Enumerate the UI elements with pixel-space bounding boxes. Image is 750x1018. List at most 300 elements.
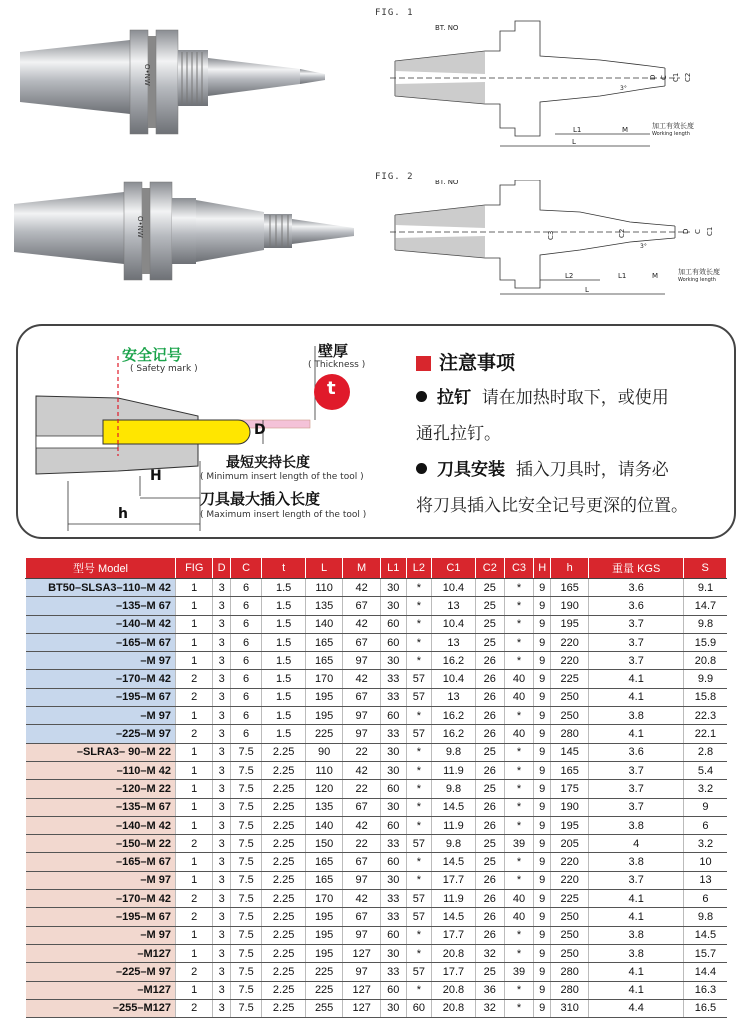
table-cell: 9 (534, 743, 551, 761)
table-cell: 57 (406, 725, 432, 743)
table-cell: 1 (176, 743, 213, 761)
table-cell: * (406, 743, 432, 761)
model-cell: –135–M 67 (26, 798, 176, 816)
table-cell: 26 (475, 871, 504, 889)
table-cell: 1.5 (262, 725, 305, 743)
table-cell: 135 (305, 798, 343, 816)
table-row (26, 816, 727, 834)
table-cell: 60 (380, 981, 406, 999)
table-cell: * (504, 761, 533, 779)
table-cell: 1.5 (262, 688, 305, 706)
table-cell: 3 (213, 963, 230, 981)
table-cell: 7.5 (230, 871, 262, 889)
table-cell: * (504, 853, 533, 871)
table-cell: 220 (551, 871, 589, 889)
table-cell: 7.5 (230, 908, 262, 926)
table-cell: 9 (534, 816, 551, 834)
table-cell: 67 (343, 633, 381, 651)
table-row (26, 633, 727, 651)
table-cell: 225 (305, 725, 343, 743)
table-cell: 165 (305, 871, 343, 889)
table-cell: * (504, 780, 533, 798)
table-cell: 4.1 (588, 670, 684, 688)
table-cell: 90 (305, 743, 343, 761)
table-cell: 7.5 (230, 798, 262, 816)
table-cell: 9 (534, 908, 551, 926)
table-cell: 20.8 (432, 999, 475, 1017)
table-cell: 1.5 (262, 597, 305, 615)
table-cell: 9 (534, 798, 551, 816)
table-cell: 57 (406, 963, 432, 981)
table-cell: 97 (343, 652, 381, 670)
thickness-en: ( Thickness ) (308, 360, 366, 370)
table-row (26, 670, 727, 688)
table-cell: 1 (176, 871, 213, 889)
table-cell: 3.8 (588, 944, 684, 962)
model-cell: BT50–SLSA3–110–M 42 (26, 579, 176, 597)
table-cell: * (406, 816, 432, 834)
table-cell: 9 (534, 780, 551, 798)
table-cell: 9 (534, 615, 551, 633)
table-cell: 195 (305, 944, 343, 962)
table-row (26, 652, 727, 670)
model-cell: –150–M 22 (26, 835, 176, 853)
product-mark-2: O•NW (136, 216, 144, 238)
table-cell: 22.1 (684, 725, 727, 743)
table-cell: 57 (406, 890, 432, 908)
table-cell: 1 (176, 579, 213, 597)
table-cell: 165 (305, 633, 343, 651)
table-cell: 67 (343, 798, 381, 816)
table-cell: 7.5 (230, 963, 262, 981)
table-cell: 17.7 (432, 926, 475, 944)
table-cell: 97 (343, 963, 381, 981)
table-cell: 22 (343, 743, 381, 761)
table-cell: 67 (343, 597, 381, 615)
table-cell: 1 (176, 853, 213, 871)
fig1-dim-m: M (622, 126, 629, 134)
table-cell: 190 (551, 798, 589, 816)
table-cell: 26 (475, 688, 504, 706)
table-cell: 9.8 (684, 615, 727, 633)
table-cell: 22 (343, 835, 381, 853)
table-cell: 2.25 (262, 981, 305, 999)
table-cell: 30 (380, 597, 406, 615)
product-mark: O•NW (143, 64, 151, 86)
table-cell: 42 (343, 816, 381, 834)
table-cell: 15.7 (684, 944, 727, 962)
table-cell: 1 (176, 798, 213, 816)
table-cell: 170 (305, 670, 343, 688)
table-cell: 3 (213, 999, 230, 1017)
model-cell: –140–M 42 (26, 816, 176, 834)
table-cell: 1 (176, 707, 213, 725)
table-cell: 2.25 (262, 908, 305, 926)
table-cell: 175 (551, 780, 589, 798)
model-cell: –SLRA3– 90–M 22 (26, 743, 176, 761)
table-cell: 6 (230, 615, 262, 633)
column-header: C1 (432, 558, 475, 579)
table-cell: 250 (551, 707, 589, 725)
table-cell: 225 (551, 670, 589, 688)
table-cell: 16.2 (432, 652, 475, 670)
table-cell: 6 (230, 707, 262, 725)
table-cell: 3.8 (588, 853, 684, 871)
table-cell: 9.1 (684, 579, 727, 597)
table-cell: 9 (534, 670, 551, 688)
table-cell: 9 (534, 853, 551, 871)
column-header: H (534, 558, 551, 579)
table-cell: 4.1 (588, 963, 684, 981)
table-cell: 20.8 (432, 944, 475, 962)
table-cell: 14.5 (432, 798, 475, 816)
model-cell: –140–M 42 (26, 615, 176, 633)
table-cell: 3.6 (588, 579, 684, 597)
table-cell: 1.5 (262, 579, 305, 597)
table-cell: * (406, 981, 432, 999)
table-cell: * (406, 633, 432, 651)
table-cell: 2.25 (262, 780, 305, 798)
min-insert-en: ( Minimum insert length of the tool ) (200, 472, 364, 482)
table-cell: 3.7 (588, 871, 684, 889)
spec-table (25, 557, 727, 1018)
fig2-bt-label: BT. NO (435, 180, 459, 186)
table-cell: 2 (176, 725, 213, 743)
model-cell: –225–M 97 (26, 725, 176, 743)
table-cell: 3 (213, 926, 230, 944)
table-row (26, 835, 727, 853)
table-cell: 14.4 (684, 963, 727, 981)
table-row (26, 743, 727, 761)
table-cell: 2.25 (262, 743, 305, 761)
table-cell: 7.5 (230, 890, 262, 908)
table-cell: 3 (213, 890, 230, 908)
table-cell: 2 (176, 688, 213, 706)
table-cell: 195 (551, 816, 589, 834)
column-header: C2 (475, 558, 504, 579)
table-cell: 26 (475, 670, 504, 688)
table-row (26, 944, 727, 962)
table-cell: 14.5 (432, 853, 475, 871)
table-cell: 280 (551, 725, 589, 743)
fig2-dim-d: D (682, 228, 690, 234)
table-cell: 6 (230, 670, 262, 688)
column-header: 型号 Model (26, 558, 176, 579)
table-cell: 4.4 (588, 999, 684, 1017)
table-cell: 3 (213, 707, 230, 725)
fig2-dim-m: M (652, 272, 659, 280)
table-cell: 3 (213, 615, 230, 633)
model-cell: –120–M 22 (26, 780, 176, 798)
table-cell: 165 (551, 579, 589, 597)
max-insert-en: ( Maximum insert length of the tool ) (200, 510, 367, 520)
bullet-icon (416, 391, 427, 402)
table-cell: 3.7 (588, 633, 684, 651)
table-cell: 40 (504, 670, 533, 688)
table-cell: 2 (176, 890, 213, 908)
max-insert-cn: 刀具最大插入长度 (200, 490, 321, 508)
table-cell: * (406, 780, 432, 798)
table-cell: 9 (534, 633, 551, 651)
fig1-dim-l1: L1 (573, 126, 582, 134)
table-cell: 25 (475, 633, 504, 651)
table-cell: 2 (176, 835, 213, 853)
column-header: L (305, 558, 343, 579)
notice-title: 注意事项 (416, 348, 515, 375)
table-row (26, 981, 727, 999)
table-cell: * (406, 707, 432, 725)
table-cell: * (406, 579, 432, 597)
table-cell: 1 (176, 981, 213, 999)
h-upper-label: H (150, 468, 162, 484)
model-cell: –255–M127 (26, 999, 176, 1017)
fig2-dim-c1: C1 (706, 226, 714, 236)
table-cell: 11.9 (432, 761, 475, 779)
fig1-drawing (390, 16, 730, 151)
table-cell: 3 (213, 633, 230, 651)
table-cell: * (504, 633, 533, 651)
table-cell: 195 (551, 615, 589, 633)
table-row (26, 761, 727, 779)
table-row (26, 890, 727, 908)
fig2-dim-c3: C3 (547, 230, 555, 240)
table-cell: 7.5 (230, 999, 262, 1017)
table-cell: 7.5 (230, 944, 262, 962)
table-cell: 7.5 (230, 761, 262, 779)
table-cell: 2.25 (262, 835, 305, 853)
fig2-drawing (390, 180, 730, 300)
table-cell: 195 (305, 688, 343, 706)
table-cell: 3.6 (588, 743, 684, 761)
table-cell: 2 (176, 963, 213, 981)
table-cell: 280 (551, 981, 589, 999)
table-cell: 1 (176, 615, 213, 633)
table-cell: 1.5 (262, 707, 305, 725)
table-cell: 4.1 (588, 688, 684, 706)
model-cell: –165–M 67 (26, 853, 176, 871)
table-cell: 60 (380, 615, 406, 633)
table-cell: 25 (475, 835, 504, 853)
table-cell: 57 (406, 670, 432, 688)
table-cell: 2.25 (262, 816, 305, 834)
table-cell: 195 (305, 908, 343, 926)
table-cell: 17.7 (432, 963, 475, 981)
table-cell: 2.25 (262, 761, 305, 779)
table-cell: 6 (230, 633, 262, 651)
table-cell: 1 (176, 761, 213, 779)
table-cell: 2.25 (262, 963, 305, 981)
table-cell: 25 (475, 780, 504, 798)
table-cell: 3 (213, 981, 230, 999)
column-header: D (213, 558, 230, 579)
table-cell: 33 (380, 670, 406, 688)
table-cell: * (406, 798, 432, 816)
fig2-dim-angle: 3° (640, 243, 647, 250)
model-cell: –195–M 67 (26, 908, 176, 926)
table-cell: 26 (475, 707, 504, 725)
table-row (26, 688, 727, 706)
table-cell: 42 (343, 615, 381, 633)
table-cell: 9 (534, 999, 551, 1017)
table-cell: 39 (504, 963, 533, 981)
table-cell: 5.4 (684, 761, 727, 779)
table-cell: 9 (534, 926, 551, 944)
min-insert-cn: 最短夹持长度 (226, 455, 310, 471)
table-cell: 7.5 (230, 853, 262, 871)
fig1-working-en: Working length (652, 131, 690, 137)
column-header: S (684, 558, 727, 579)
table-cell: 26 (475, 761, 504, 779)
table-cell: 40 (504, 908, 533, 926)
table-cell: 3 (213, 688, 230, 706)
table-cell: 3 (213, 761, 230, 779)
table-cell: 7.5 (230, 743, 262, 761)
table-cell: 255 (305, 999, 343, 1017)
table-cell: 7.5 (230, 926, 262, 944)
table-cell: 3 (213, 816, 230, 834)
table-cell: * (504, 615, 533, 633)
table-cell: 15.9 (684, 633, 727, 651)
table-cell: 3.8 (588, 926, 684, 944)
table-cell: 280 (551, 963, 589, 981)
table-cell: 30 (380, 761, 406, 779)
table-cell: 40 (504, 890, 533, 908)
model-cell: –110–M 42 (26, 761, 176, 779)
table-cell: 60 (380, 707, 406, 725)
column-header: C3 (504, 558, 533, 579)
table-cell: * (504, 597, 533, 615)
column-header: L2 (406, 558, 432, 579)
table-cell: 225 (551, 890, 589, 908)
table-cell: * (406, 944, 432, 962)
table-cell: 42 (343, 579, 381, 597)
table-cell: 140 (305, 816, 343, 834)
table-cell: 3.8 (588, 816, 684, 834)
column-header: 重量 KGS (588, 558, 684, 579)
table-cell: 2 (176, 670, 213, 688)
table-cell: 3.7 (588, 761, 684, 779)
table-cell: 9.8 (432, 835, 475, 853)
table-cell: 9 (534, 707, 551, 725)
table-cell: * (406, 761, 432, 779)
table-cell: 33 (380, 725, 406, 743)
table-cell: 11.9 (432, 816, 475, 834)
fig2-dim-l2: L2 (565, 272, 574, 280)
table-cell: 4.1 (588, 890, 684, 908)
red-square-icon (416, 356, 431, 371)
table-cell: 2 (176, 908, 213, 926)
table-cell: 36 (475, 981, 504, 999)
model-cell: –M 97 (26, 871, 176, 889)
table-cell: 1.5 (262, 670, 305, 688)
table-cell: 26 (475, 890, 504, 908)
table-cell: 4.1 (588, 908, 684, 926)
table-cell: 170 (305, 890, 343, 908)
table-row (26, 597, 727, 615)
table-cell: 57 (406, 688, 432, 706)
table-cell: 22.3 (684, 707, 727, 725)
table-cell: 1 (176, 652, 213, 670)
h-lower-label: h (118, 506, 128, 522)
table-cell: 11.9 (432, 890, 475, 908)
fig1-dim-c1: C1 (672, 72, 680, 82)
table-cell: 60 (380, 780, 406, 798)
thickness-symbol: t (327, 378, 336, 399)
table-cell: 30 (380, 743, 406, 761)
table-cell: 9 (534, 963, 551, 981)
table-cell: * (504, 798, 533, 816)
table-cell: 97 (343, 926, 381, 944)
table-cell: 220 (551, 652, 589, 670)
notice-panel (16, 324, 736, 539)
table-cell: 26 (475, 725, 504, 743)
table-cell: 30 (380, 652, 406, 670)
table-cell: 42 (343, 670, 381, 688)
table-cell: 57 (406, 835, 432, 853)
table-cell: 10.4 (432, 615, 475, 633)
table-cell: 9 (534, 725, 551, 743)
table-cell: 3.6 (588, 597, 684, 615)
table-cell: * (504, 707, 533, 725)
table-cell: 26 (475, 816, 504, 834)
table-cell: 2.25 (262, 944, 305, 962)
table-cell: 9 (534, 652, 551, 670)
table-cell: 250 (551, 944, 589, 962)
table-cell: 310 (551, 999, 589, 1017)
table-cell: * (406, 926, 432, 944)
safety-mark-cn: 安全记号 (122, 346, 183, 364)
table-cell: 33 (380, 688, 406, 706)
table-cell: 33 (380, 835, 406, 853)
fig1-dim-l: L (572, 138, 576, 146)
table-cell: 2.25 (262, 926, 305, 944)
table-cell: 140 (305, 615, 343, 633)
table-cell: * (504, 743, 533, 761)
column-header: C (230, 558, 262, 579)
table-cell: 13 (432, 633, 475, 651)
table-cell: 40 (504, 688, 533, 706)
table-cell: 1.5 (262, 615, 305, 633)
table-cell: 3.2 (684, 780, 727, 798)
model-cell: –195–M 67 (26, 688, 176, 706)
table-cell: * (406, 597, 432, 615)
table-cell: 14.5 (432, 908, 475, 926)
table-row (26, 615, 727, 633)
fig2-dim-c: C (694, 229, 702, 234)
fig1-dim-d: D (649, 74, 657, 80)
table-cell: 9.8 (432, 743, 475, 761)
table-cell: 2 (176, 999, 213, 1017)
fig2-dim-l1: L1 (618, 272, 627, 280)
table-cell: 60 (406, 999, 432, 1017)
table-cell: 32 (475, 944, 504, 962)
table-cell: 20.8 (432, 981, 475, 999)
fig2-dim-c2: C2 (618, 228, 626, 238)
table-row (26, 725, 727, 743)
table-cell: 4.1 (588, 981, 684, 999)
table-cell: 25 (475, 615, 504, 633)
table-cell: 6 (230, 688, 262, 706)
table-cell: 165 (551, 761, 589, 779)
table-cell: 3 (213, 597, 230, 615)
table-cell: 9 (534, 597, 551, 615)
table-cell: 3.7 (588, 615, 684, 633)
table-body (26, 579, 727, 1018)
table-cell: 25 (475, 743, 504, 761)
table-cell: 225 (305, 981, 343, 999)
table-cell: 16.3 (684, 981, 727, 999)
model-cell: –M 97 (26, 707, 176, 725)
